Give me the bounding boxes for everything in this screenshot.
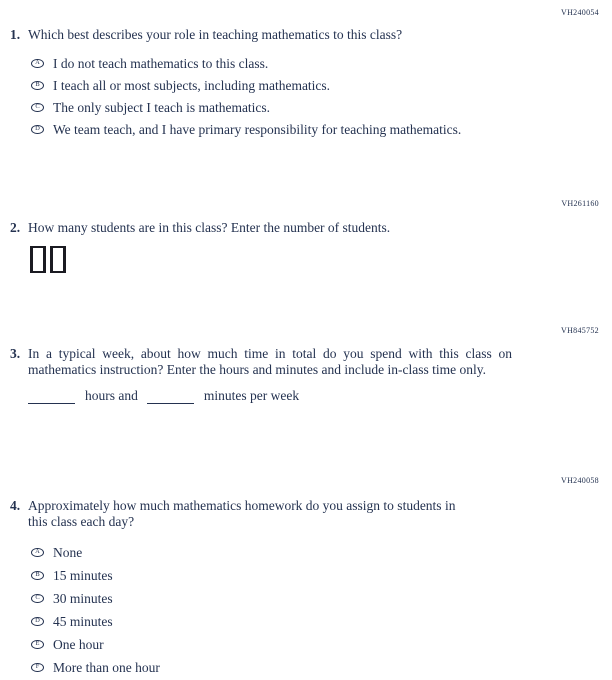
option-row[interactable] [31, 97, 612, 119]
student-count-entry [0, 246, 612, 273]
time-entry-line [0, 388, 612, 404]
question-1-code: VH240054 [561, 8, 599, 17]
option-row[interactable] [31, 633, 612, 656]
question-number: 4. [10, 498, 21, 513]
option-row[interactable] [31, 656, 612, 679]
option-row[interactable] [31, 53, 612, 75]
answer-bubble-icon[interactable]: D [31, 617, 44, 627]
option-row[interactable] [31, 541, 612, 564]
answer-bubble-icon[interactable]: F [31, 663, 44, 673]
question-text: How many students are in this class? Enter the number of students. [28, 220, 391, 235]
question-4 [0, 477, 612, 679]
option-row[interactable] [31, 564, 612, 587]
question-2 [0, 200, 612, 273]
answer-bubble-icon[interactable]: C [31, 594, 44, 604]
question-3 [0, 327, 612, 404]
question-1 [0, 9, 612, 141]
option-label: We team teach, and I have primary responsibility for teaching mathematics. [53, 121, 462, 137]
option-label: I do not teach mathematics to this class. [53, 55, 269, 71]
option-label: One hour [53, 636, 104, 652]
question-number: 2. [10, 220, 21, 235]
option-label: 15 minutes [53, 567, 113, 583]
option-row[interactable] [31, 75, 612, 97]
digit-box-2[interactable] [50, 246, 66, 273]
option-label: I teach all or most subjects, including mathematics. [53, 77, 331, 93]
minutes-blank[interactable] [147, 391, 194, 404]
answer-bubble-icon[interactable]: E [31, 640, 44, 650]
question-text: In a typical week, about how much time in total do you spend with this class on mathematics instruction? Enter the hours and minutes and include in-class time only. [28, 346, 512, 377]
question-number: 3. [10, 346, 21, 361]
minutes-label: minutes per week [203, 388, 300, 403]
question-1-prompt [0, 27, 612, 43]
option-label: More than one hour [53, 659, 160, 675]
option-label: 45 minutes [53, 613, 113, 629]
option-label: None [53, 544, 83, 560]
digit-box-1[interactable] [30, 246, 46, 273]
answer-bubble-icon[interactable]: C [31, 103, 44, 113]
hours-label: hours and [85, 388, 138, 403]
answer-bubble-icon[interactable]: B [31, 571, 44, 581]
question-text: Approximately how much mathematics homework do you assign to students in this class each day? [28, 498, 456, 529]
question-4-options [0, 541, 612, 679]
option-label: 30 minutes [53, 590, 113, 606]
question-2-code: VH261160 [561, 199, 599, 208]
answer-bubble-icon[interactable]: B [31, 81, 44, 91]
question-3-code: VH845752 [561, 326, 599, 335]
hours-blank[interactable] [28, 391, 75, 404]
option-row[interactable] [31, 610, 612, 633]
answer-bubble-icon[interactable]: A [31, 59, 44, 69]
question-number: 1. [10, 27, 21, 42]
answer-bubble-icon[interactable]: D [31, 125, 44, 135]
question-1-options [0, 53, 612, 141]
question-4-code: VH240058 [561, 476, 599, 485]
option-row[interactable] [31, 119, 612, 141]
answer-bubble-icon[interactable]: A [31, 548, 44, 558]
question-text: Which best describes your role in teaching mathematics to this class? [28, 27, 403, 42]
question-4-prompt [0, 498, 612, 529]
question-3-prompt [0, 346, 612, 377]
option-row[interactable] [31, 587, 612, 610]
option-label: The only subject I teach is mathematics. [53, 99, 271, 115]
question-2-prompt [0, 220, 612, 236]
